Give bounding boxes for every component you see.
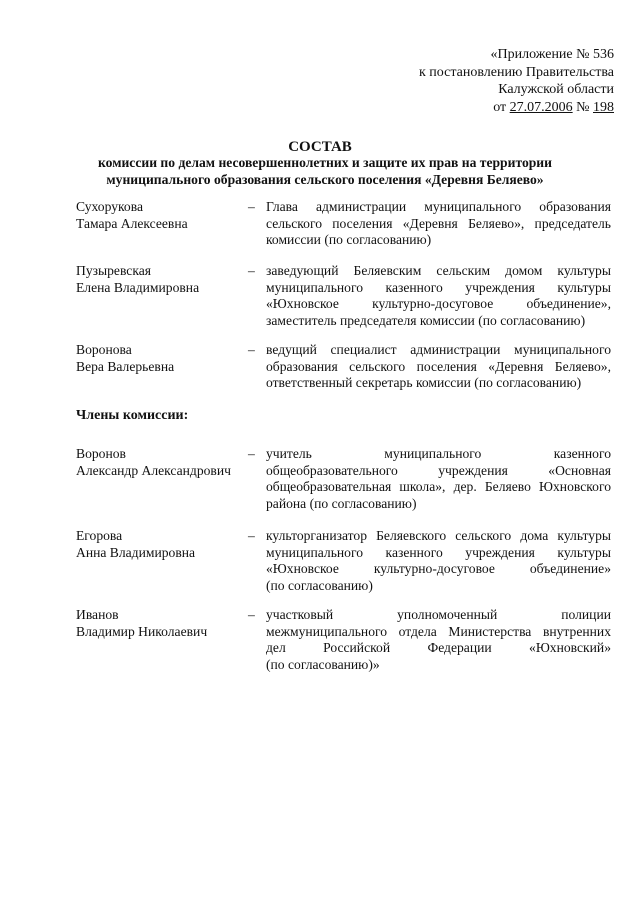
dash: – bbox=[248, 528, 255, 543]
document-subtitle bbox=[60, 155, 590, 188]
dash: – bbox=[248, 199, 255, 214]
dash: – bbox=[248, 342, 255, 357]
subtitle-line: муниципального образования сельского поселения «Деревня Беляево» bbox=[106, 171, 544, 187]
role-line: заместитель председателя комиссии (по согласованию) bbox=[266, 312, 586, 328]
appendix-header bbox=[419, 46, 614, 116]
given-names: Елена Владимировна bbox=[76, 279, 200, 295]
surname: Сухорукова bbox=[76, 199, 143, 214]
role-line: дел Российской Федерации «Юхновский» bbox=[266, 640, 611, 655]
member-role bbox=[266, 199, 611, 249]
role-line: общеобразовательного учреждения «Основная bbox=[266, 462, 611, 478]
appendix-line: Калужской области bbox=[498, 82, 614, 97]
member-role bbox=[266, 342, 611, 392]
role-line: культорганизатор Беляевского сельского дома культуры bbox=[266, 528, 611, 543]
member-name bbox=[76, 528, 246, 561]
member-role bbox=[266, 263, 611, 329]
member-name bbox=[76, 446, 246, 479]
appendix-line: «Приложение № 536 bbox=[490, 47, 614, 62]
subtitle-line: комиссии по делам несовершеннолетних и защите их прав на территории bbox=[98, 155, 552, 170]
given-names: Тамара Алексеевна bbox=[76, 215, 188, 231]
date-prefix: от bbox=[493, 99, 510, 115]
role-line: «Юхновское культурно-досуговое объединение» bbox=[266, 561, 611, 576]
resolution-date: 27.07.2006 bbox=[509, 99, 573, 115]
role-line: сельского поселения «Деревня Беляево», председатель bbox=[266, 215, 611, 231]
member-name bbox=[76, 199, 246, 232]
role-line: участковый уполномоченный полиции bbox=[266, 607, 611, 622]
role-line: (по согласованию)» bbox=[266, 656, 380, 672]
role-line: (по согласованию) bbox=[266, 577, 373, 593]
role-line: Глава администрации муниципального образования bbox=[266, 199, 611, 214]
number-prefix: № bbox=[572, 99, 593, 115]
dash: – bbox=[248, 263, 255, 278]
appendix-date-line bbox=[419, 99, 614, 117]
given-names: Владимир Николаевич bbox=[76, 623, 208, 639]
given-names: Анна Владимировна bbox=[76, 544, 196, 560]
role-line: заведующий Беляевским сельским домом культуры bbox=[266, 263, 611, 278]
appendix-line: к постановлению Правительства bbox=[418, 64, 614, 80]
dash: – bbox=[248, 446, 255, 461]
surname: Пузыревская bbox=[76, 263, 152, 278]
given-names: Александр Александрович bbox=[76, 462, 231, 478]
members-heading: Члены комиссии: bbox=[76, 408, 189, 423]
role-line: муниципального казенного учреждения культуры bbox=[266, 279, 611, 295]
member-name bbox=[76, 342, 246, 375]
role-line: учитель муниципального казенного bbox=[266, 446, 611, 461]
member-role bbox=[266, 446, 611, 512]
role-line: «Юхновское культурно-досуговое объединение», bbox=[266, 296, 611, 311]
document-title: СОСТАВ bbox=[288, 139, 352, 155]
role-line: межмуниципального отдела Министерства внутренних bbox=[266, 623, 611, 639]
member-role bbox=[266, 528, 611, 594]
surname: Иванов bbox=[76, 607, 119, 622]
member-name bbox=[76, 263, 246, 296]
role-line: района (по согласованию) bbox=[266, 495, 417, 511]
role-line: общеобразовательная школа», дер. Беляево Юхновского bbox=[266, 479, 611, 494]
role-line: ведущий специалист администрации муниципального bbox=[266, 342, 611, 357]
role-line: образования сельского поселения «Деревня Беляево», bbox=[266, 358, 611, 374]
member-name bbox=[76, 607, 246, 640]
member-role bbox=[266, 607, 611, 673]
dash: – bbox=[248, 607, 255, 622]
surname: Воронов bbox=[76, 446, 126, 461]
surname: Воронова bbox=[76, 342, 132, 357]
role-line: ответственный секретарь комиссии (по согласованию) bbox=[266, 375, 582, 390]
given-names: Вера Валерьевна bbox=[76, 358, 175, 374]
role-line: муниципального казенного учреждения культуры bbox=[266, 544, 611, 560]
role-line: комиссии (по согласованию) bbox=[266, 232, 432, 247]
resolution-number: 198 bbox=[593, 99, 614, 115]
surname: Егорова bbox=[76, 528, 123, 543]
